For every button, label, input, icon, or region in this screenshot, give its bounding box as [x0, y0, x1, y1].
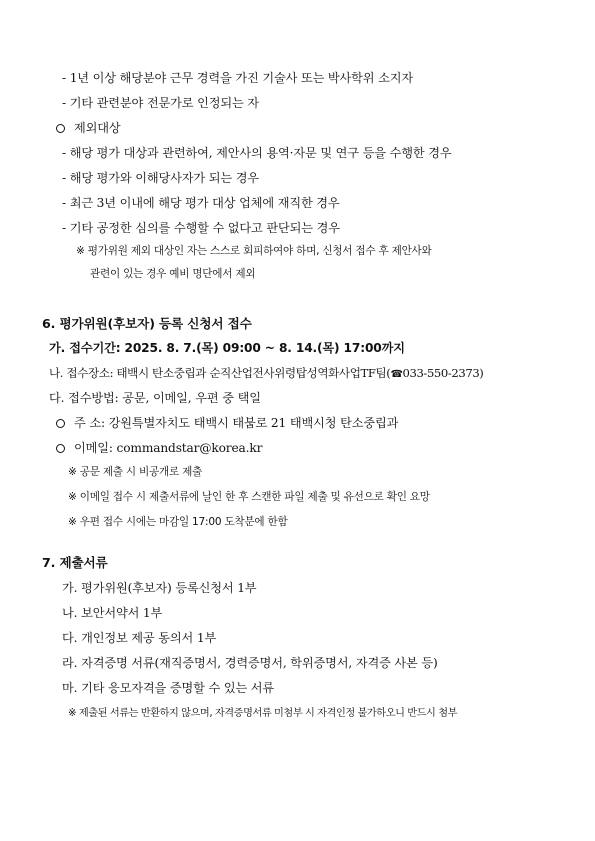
document-item: 다. 개인정보 제공 동의서 1부: [62, 631, 217, 645]
document-item: 마. 기타 응모자격을 증명할 수 있는 서류: [62, 681, 275, 695]
submission-note: ※ 공문 제출 시 비공개로 제출: [68, 466, 203, 478]
exclusion-title: 제외대상: [74, 121, 121, 135]
exclusion-note-continued: 관련이 있는 경우 예비 명단에서 제외: [90, 268, 256, 280]
submission-address: [56, 415, 398, 431]
exclusion-item: - 해당 평가와 이해당사자가 되는 경우: [62, 171, 259, 185]
criteria-item: - 1년 이상 해당분야 근무 경력을 가진 기술사 또는 박사학위 소지자: [62, 71, 414, 85]
submission-email: [56, 440, 262, 456]
circle-bullet-icon: [56, 124, 65, 133]
circle-bullet-icon: [56, 444, 65, 453]
submission-note: ※ 우편 접수 시에는 마감일 17:00 도착분에 한함: [68, 516, 288, 528]
section6-title: 6. 평가위원(후보자) 등록 신청서 접수: [42, 316, 252, 331]
exclusion-item: - 최근 3년 이내에 해당 평가 대상 업체에 재직한 경우: [62, 196, 340, 210]
exclusion-item: - 해당 평가 대상과 관련하여, 제안사의 용역·자문 및 연구 등을 수행한 경우: [62, 146, 452, 160]
email-text[interactable]: 이메일: commandstar@korea.kr: [74, 441, 263, 455]
exclusion-note: ※ 평가위원 제외 대상인 자는 스스로 회피하여야 하며, 신청서 접수 후 제안사와: [76, 245, 432, 257]
exclusion-item: - 기타 공정한 심의를 수행할 수 없다고 판단되는 경우: [62, 221, 340, 235]
address-text: 주 소: 강원특별자치도 태백시 태붐로 21 태백시청 탄소중립과: [74, 416, 399, 430]
section7-title: 7. 제출서류: [42, 555, 108, 570]
submission-note: ※ 이메일 접수 시 제출서류에 날인 한 후 스캔한 파일 제출 및 유선으로 확인 요망: [68, 491, 430, 503]
phone-icon: ☎: [390, 369, 403, 380]
submission-place-text: 나. 접수장소: 태백시 탄소중립과 순직산업전사위령탑성역화사업TF팀(: [49, 366, 391, 380]
document-item: 나. 보안서약서 1부: [62, 606, 163, 620]
criteria-item: - 기타 관련분야 전문가로 인정되는 자: [62, 96, 259, 110]
exclusion-heading: [56, 120, 121, 136]
document-item: 라. 자격증명 서류(재직증명서, 경력증명서, 학위증명서, 자격증 사본 등): [62, 656, 438, 670]
circle-bullet-icon: [56, 419, 65, 428]
document-item: 가. 평가위원(후보자) 등록신청서 1부: [62, 581, 257, 595]
submission-period: 가. 접수기간: 2025. 8. 7.(목) 09:00 ~ 8. 14.(목) 17:00까지: [49, 341, 405, 355]
submission-phone: 033-550-2373): [402, 366, 484, 380]
document-note: ※ 제출된 서류는 반환하지 않으며, 자격증명서류 미첨부 시 자격인정 불가하오니 반드시 첨부: [68, 708, 458, 719]
submission-place: [49, 365, 483, 383]
submission-method: 다. 접수방법: 공문, 이메일, 우편 중 택일: [49, 391, 261, 405]
